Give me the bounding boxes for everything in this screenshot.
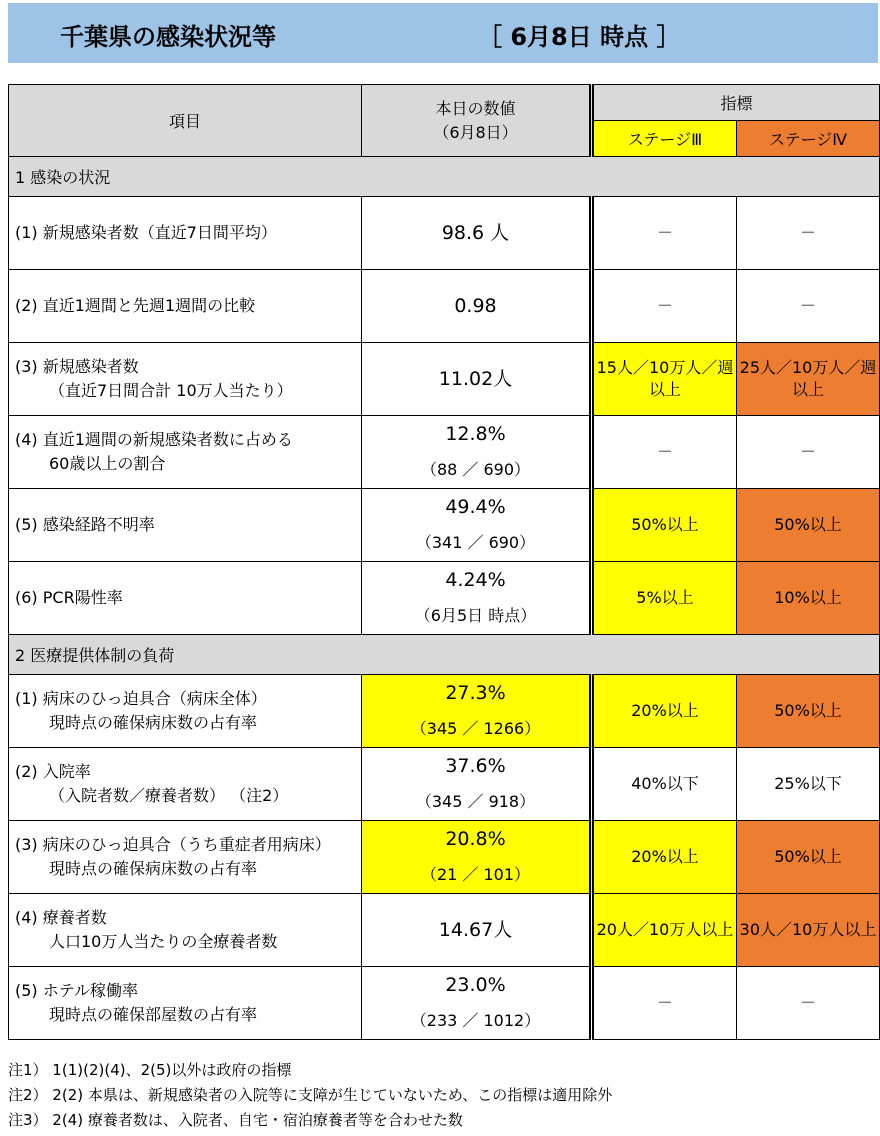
title-banner <box>8 3 878 63</box>
stage3-threshold: － <box>592 416 737 489</box>
row-label <box>9 416 362 489</box>
row-value-main: 49.4% <box>445 496 506 518</box>
table-row <box>9 343 880 416</box>
table-row <box>9 748 880 821</box>
stage3-threshold: 20%以上 <box>592 675 737 748</box>
table-row <box>9 967 880 1040</box>
row-value-sub: （88 ／ 690） <box>420 460 531 479</box>
header-value <box>362 85 592 157</box>
row-label-sub: 現時点の確保病床数の占有率 <box>49 859 258 878</box>
row-label <box>9 197 362 270</box>
row-label-main: (2) 直近1週間と先週1週間の比較 <box>15 296 256 315</box>
row-label <box>9 967 362 1040</box>
row-label-main: (6) PCR陽性率 <box>15 588 123 607</box>
row-value <box>362 489 592 562</box>
row-label-main: (5) ホテル稼働率 <box>15 981 138 1000</box>
stage4-threshold: 30人／10万人以上 <box>737 894 880 967</box>
row-value-main: 11.02人 <box>438 368 513 390</box>
row-label-sub: 人口10万人当たりの全療養者数 <box>49 932 278 951</box>
row-value-main: 20.8% <box>445 828 506 850</box>
stage4-threshold: － <box>737 416 880 489</box>
stage4-threshold: － <box>737 197 880 270</box>
row-label-main: (1) 新規感染者数（直近7日間平均） <box>15 223 277 242</box>
row-value <box>362 197 592 270</box>
row-value <box>362 967 592 1040</box>
row-label <box>9 489 362 562</box>
row-label <box>9 675 362 748</box>
header-item: 項目 <box>9 85 362 157</box>
stage3-threshold: 40%以下 <box>592 748 737 821</box>
table-row <box>9 197 880 270</box>
stage3-threshold: － <box>592 270 737 343</box>
stage4-threshold: － <box>737 270 880 343</box>
row-label-sub: （直近7日間合計 10万人当たり） <box>49 381 293 400</box>
row-value-sub: （345 ／ 1266） <box>410 719 541 738</box>
stage4-threshold: 25%以下 <box>737 748 880 821</box>
row-label-sub: 60歳以上の割合 <box>49 454 166 473</box>
row-value <box>362 675 592 748</box>
row-label-main: (3) 新規感染者数 <box>15 357 139 376</box>
table-row <box>9 270 880 343</box>
row-label-main: (5) 感染経路不明率 <box>15 515 155 534</box>
row-value-main: 23.0% <box>445 974 506 996</box>
row-value-main: 14.67人 <box>438 919 513 941</box>
table-row <box>9 821 880 894</box>
stage3-threshold: － <box>592 197 737 270</box>
stage3-threshold: 50%以上 <box>592 489 737 562</box>
row-value-sub: （341 ／ 690） <box>415 533 536 552</box>
table-row <box>9 489 880 562</box>
footnote-2: 注2） 2(2) 本県は、新規感染者の入院等に支障が生じていないため、この指標は適用除外 <box>8 1086 613 1104</box>
stage4-threshold: 25人／10万人／週以上 <box>737 343 880 416</box>
row-label <box>9 270 362 343</box>
row-value <box>362 562 592 635</box>
row-label-sub: 現時点の確保部屋数の占有率 <box>49 1005 258 1024</box>
header-stage3: ステージⅢ <box>592 121 737 157</box>
row-value-main: 27.3% <box>445 682 506 704</box>
footnotes <box>8 1058 612 1133</box>
stage4-threshold: 10%以上 <box>737 562 880 635</box>
row-value-main: 98.6 人 <box>441 222 510 244</box>
row-value <box>362 748 592 821</box>
row-label-main: (3) 病床のひっ迫具合（うち重症者用病床） <box>15 835 331 854</box>
section-header: 2 医療提供体制の負荷 <box>9 635 880 675</box>
page-title: 千葉県の感染状況等 <box>60 23 276 51</box>
row-value-sub: （21 ／ 101） <box>420 865 531 884</box>
table-row <box>9 894 880 967</box>
section-header: 1 感染の状況 <box>9 157 880 197</box>
table-row <box>9 675 880 748</box>
row-label <box>9 821 362 894</box>
footnote-1: 注1） 1(1)(2)(4)、2(5)以外は政府の指標 <box>8 1061 292 1079</box>
as-of-date: ［ 6月8日 時点 ］ <box>478 23 681 51</box>
row-value-sub: （6月5日 時点） <box>414 606 537 625</box>
row-label-sub: 現時点の確保病床数の占有率 <box>49 713 258 732</box>
stage4-threshold: － <box>737 967 880 1040</box>
stage4-threshold: 50%以上 <box>737 675 880 748</box>
header-value-line1: 本日の数値 <box>435 98 516 118</box>
stage3-threshold: 20人／10万人以上 <box>592 894 737 967</box>
row-label-main: (1) 病床のひっ迫具合（病床全体） <box>15 689 267 708</box>
stage3-threshold: 20%以上 <box>592 821 737 894</box>
row-value <box>362 343 592 416</box>
stage3-threshold: 5%以上 <box>592 562 737 635</box>
stage4-threshold: 50%以上 <box>737 821 880 894</box>
footnote-3: 注3） 2(4) 療養者数は、入院者、自宅・宿泊療養者等を合わせた数 <box>8 1111 463 1129</box>
status-table <box>8 84 880 1040</box>
header-indicator: 指標 <box>592 85 880 121</box>
header-stage4: ステージⅣ <box>737 121 880 157</box>
row-value-main: 37.6% <box>445 755 506 777</box>
row-value <box>362 821 592 894</box>
row-value-sub: （345 ／ 918） <box>415 792 536 811</box>
row-value-main: 0.98 <box>454 295 497 317</box>
row-value-sub: （233 ／ 1012） <box>410 1011 541 1030</box>
row-value-main: 4.24% <box>445 569 506 591</box>
stage3-threshold: 15人／10万人／週以上 <box>592 343 737 416</box>
row-label-sub: （入院者数／療養者数） （注2） <box>49 786 289 805</box>
row-label <box>9 343 362 416</box>
stage4-threshold: 50%以上 <box>737 489 880 562</box>
table-row <box>9 562 880 635</box>
header-value-line2: （6月8日） <box>433 122 518 142</box>
row-label <box>9 748 362 821</box>
row-value <box>362 894 592 967</box>
row-value-main: 12.8% <box>445 423 506 445</box>
row-label-main: (4) 療養者数 <box>15 908 107 927</box>
table-row <box>9 416 880 489</box>
row-label-main: (2) 入院率 <box>15 762 91 781</box>
stage3-threshold: － <box>592 967 737 1040</box>
row-value <box>362 270 592 343</box>
row-value <box>362 416 592 489</box>
row-label <box>9 894 362 967</box>
row-label <box>9 562 362 635</box>
row-label-main: (4) 直近1週間の新規感染者数に占める <box>15 430 293 449</box>
